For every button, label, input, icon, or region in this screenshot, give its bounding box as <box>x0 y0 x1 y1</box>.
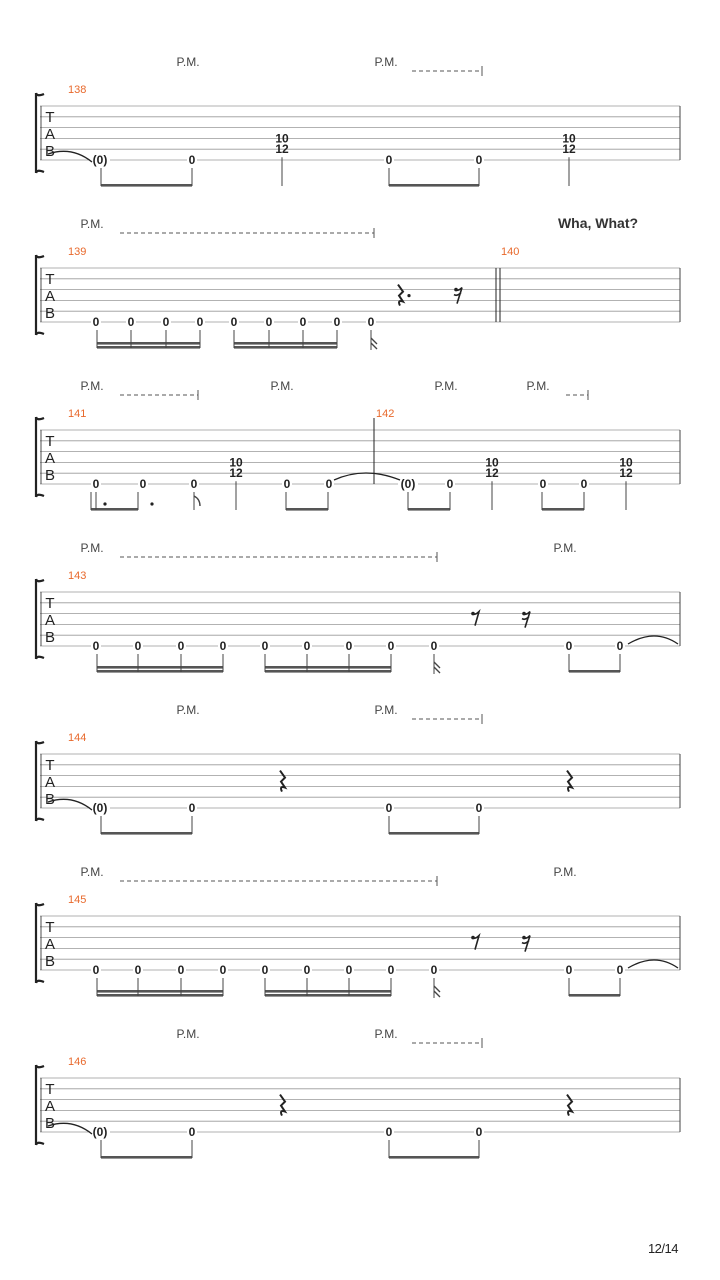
tab-clef-letter: T <box>45 271 55 288</box>
beam <box>265 994 391 997</box>
beam <box>91 508 138 511</box>
beam <box>97 670 223 673</box>
beam <box>101 832 192 835</box>
fret-number: 0 <box>188 801 196 815</box>
palm-mute-label: P.M. <box>80 379 104 393</box>
fret-number: (0) <box>92 801 108 815</box>
tab-system-1 <box>36 55 680 187</box>
system-bracket <box>36 903 44 983</box>
beam <box>101 1156 192 1159</box>
fret-number: 0 <box>162 315 170 329</box>
tie-outgoing <box>628 960 678 968</box>
system-bracket <box>36 741 44 821</box>
fret-number: 0 <box>565 639 573 653</box>
tab-clef-letter: A <box>44 450 56 467</box>
tab-clef-letter: T <box>45 757 55 774</box>
fret-number: 0 <box>283 477 291 491</box>
fret-number: 0 <box>475 801 483 815</box>
fret-number: 0 <box>385 1125 393 1139</box>
fret-number: 0 <box>345 963 353 977</box>
tie-outgoing <box>628 636 678 644</box>
palm-mute-label: P.M. <box>176 1027 200 1041</box>
tie-across-barline <box>334 473 400 480</box>
fret-number: (0) <box>92 153 108 167</box>
fret-number: (0) <box>400 477 416 491</box>
fret-number: 10 <box>619 455 633 470</box>
sixteenth-rest-dot <box>522 612 526 616</box>
sixteenth-rest-dot <box>454 288 458 292</box>
fret-number: 0 <box>92 963 100 977</box>
palm-mute-label: P.M. <box>80 217 104 231</box>
fret-number: 12 <box>485 466 499 481</box>
fret-number: 0 <box>177 963 185 977</box>
tab-clef-letter: T <box>45 1081 55 1098</box>
fret-number: 0 <box>565 963 573 977</box>
beam <box>408 508 450 511</box>
fret-number: 12 <box>229 466 243 481</box>
fret-number: 0 <box>616 963 624 977</box>
system-bracket <box>36 579 44 659</box>
fret-number: 10 <box>562 131 576 146</box>
fret-number: 0 <box>261 639 269 653</box>
bar-number: 145 <box>68 894 87 906</box>
eighth-rest-dot <box>471 612 475 616</box>
rest-dot <box>407 294 410 297</box>
beam <box>286 508 328 511</box>
fret-number: 0 <box>177 639 185 653</box>
tab-clef-letter: A <box>44 288 56 305</box>
fret-number: 0 <box>261 963 269 977</box>
tab-clef-letter: A <box>44 936 56 953</box>
tab-clef-letter: A <box>44 612 56 629</box>
quarter-rest <box>398 285 403 306</box>
fret-number: 0 <box>139 477 147 491</box>
beam <box>97 990 223 993</box>
bar-number: 139 <box>68 246 87 258</box>
beam <box>542 508 584 511</box>
beam <box>569 670 620 673</box>
fret-number: 0 <box>430 963 438 977</box>
tab-clef-letter: A <box>44 1098 56 1115</box>
fret-number: 10 <box>229 455 243 470</box>
bar-number: 146 <box>68 1056 87 1068</box>
tab-clef-letter: B <box>44 305 56 322</box>
beam <box>265 666 391 669</box>
dot <box>150 502 153 505</box>
page-number: 12/14 <box>647 1241 678 1256</box>
fret-number: 0 <box>387 963 395 977</box>
tab-clef-letter: B <box>44 143 56 160</box>
fret-number: 0 <box>299 315 307 329</box>
fret-number: 0 <box>475 153 483 167</box>
fret-number: 0 <box>333 315 341 329</box>
palm-mute-label: P.M. <box>270 379 294 393</box>
tab-system-3 <box>36 379 680 511</box>
fret-number: 0 <box>303 639 311 653</box>
tab-clef-letter: T <box>45 433 55 450</box>
beam <box>97 342 200 345</box>
fret-number: 0 <box>127 315 135 329</box>
fret-number: 0 <box>430 639 438 653</box>
palm-mute-label: P.M. <box>526 379 550 393</box>
fret-number: 0 <box>219 963 227 977</box>
eighth-rest-dot <box>471 936 475 940</box>
beam <box>97 994 223 997</box>
bar-number: 138 <box>68 84 87 96</box>
fret-number: 0 <box>219 639 227 653</box>
tab-clef-letter: T <box>45 919 55 936</box>
tab-clef-letter: B <box>44 1115 56 1132</box>
fret-number: (0) <box>92 1125 108 1139</box>
palm-mute-label: P.M. <box>80 541 104 555</box>
palm-mute-label: P.M. <box>553 541 577 555</box>
tab-system-2 <box>36 215 680 350</box>
fret-number: 0 <box>92 477 100 491</box>
lyric-text: Wha, What? <box>557 215 639 231</box>
fret-number: 12 <box>275 142 289 157</box>
beam <box>265 670 391 673</box>
beam <box>234 342 337 345</box>
beam <box>389 832 479 835</box>
quarter-rest <box>567 1095 572 1116</box>
palm-mute-label: P.M. <box>80 865 104 879</box>
eighth-flag <box>194 496 200 506</box>
palm-mute-label: P.M. <box>434 379 458 393</box>
fret-number: 0 <box>616 639 624 653</box>
tab-system-6 <box>36 865 680 998</box>
quarter-rest <box>567 771 572 792</box>
fret-number: 0 <box>188 153 196 167</box>
dot <box>103 502 106 505</box>
fret-number: 10 <box>275 131 289 146</box>
beam <box>234 346 337 349</box>
system-bracket <box>36 1065 44 1145</box>
palm-mute-label: P.M. <box>176 703 200 717</box>
system-bracket <box>36 255 44 335</box>
beam <box>97 666 223 669</box>
bar-number: 143 <box>68 570 87 582</box>
palm-mute-label: P.M. <box>374 703 398 717</box>
beam <box>569 994 620 997</box>
sixteenth-flag <box>434 986 440 997</box>
fret-number: 0 <box>367 315 375 329</box>
quarter-rest <box>280 1095 285 1116</box>
fret-number: 0 <box>539 477 547 491</box>
bar-number: 144 <box>68 732 87 744</box>
fret-number: 12 <box>619 466 633 481</box>
fret-number: 0 <box>92 315 100 329</box>
fret-number: 0 <box>188 1125 196 1139</box>
fret-number: 0 <box>325 477 333 491</box>
fret-number: 0 <box>134 963 142 977</box>
beam <box>265 990 391 993</box>
fret-number: 0 <box>446 477 454 491</box>
quarter-rest <box>280 771 285 792</box>
fret-number: 0 <box>230 315 238 329</box>
fret-number: 10 <box>485 455 499 470</box>
tab-clef-letter: T <box>45 595 55 612</box>
palm-mute-label: P.M. <box>374 55 398 69</box>
fret-number: 0 <box>580 477 588 491</box>
tab-clef-letter: T <box>45 109 55 126</box>
bar-number: 140 <box>501 246 520 258</box>
tab-clef-letter: B <box>44 791 56 808</box>
fret-number: 0 <box>387 639 395 653</box>
tab-clef-letter: B <box>44 467 56 484</box>
system-bracket <box>36 417 44 497</box>
bar-number: 142 <box>376 408 395 420</box>
fret-number: 0 <box>303 963 311 977</box>
sixteenth-rest-dot <box>522 936 526 940</box>
tab-clef-letter: A <box>44 126 56 143</box>
sixteenth-flag <box>434 662 440 673</box>
palm-mute-label: P.M. <box>553 865 577 879</box>
fret-number: 0 <box>265 315 273 329</box>
fret-number: 0 <box>92 639 100 653</box>
sixteenth-flag <box>371 338 377 349</box>
palm-mute-label: P.M. <box>374 1027 398 1041</box>
fret-number: 0 <box>345 639 353 653</box>
tab-system-5 <box>36 703 680 835</box>
palm-mute-label: P.M. <box>176 55 200 69</box>
fret-number: 0 <box>385 801 393 815</box>
beam <box>101 184 192 187</box>
fret-number: 0 <box>134 639 142 653</box>
tab-system-7 <box>36 1027 680 1159</box>
fret-number: 0 <box>196 315 204 329</box>
tab-clef-letter: B <box>44 629 56 646</box>
tab-clef-letter: B <box>44 953 56 970</box>
fret-number: 0 <box>475 1125 483 1139</box>
fret-number: 0 <box>190 477 198 491</box>
beam <box>389 184 479 187</box>
tab-clef-letter: A <box>44 774 56 791</box>
beam <box>389 1156 479 1159</box>
beam <box>97 346 200 349</box>
fret-number: 0 <box>385 153 393 167</box>
bar-number: 141 <box>68 408 87 420</box>
system-bracket <box>36 93 44 173</box>
tab-system-4 <box>36 541 680 674</box>
fret-number: 12 <box>562 142 576 157</box>
